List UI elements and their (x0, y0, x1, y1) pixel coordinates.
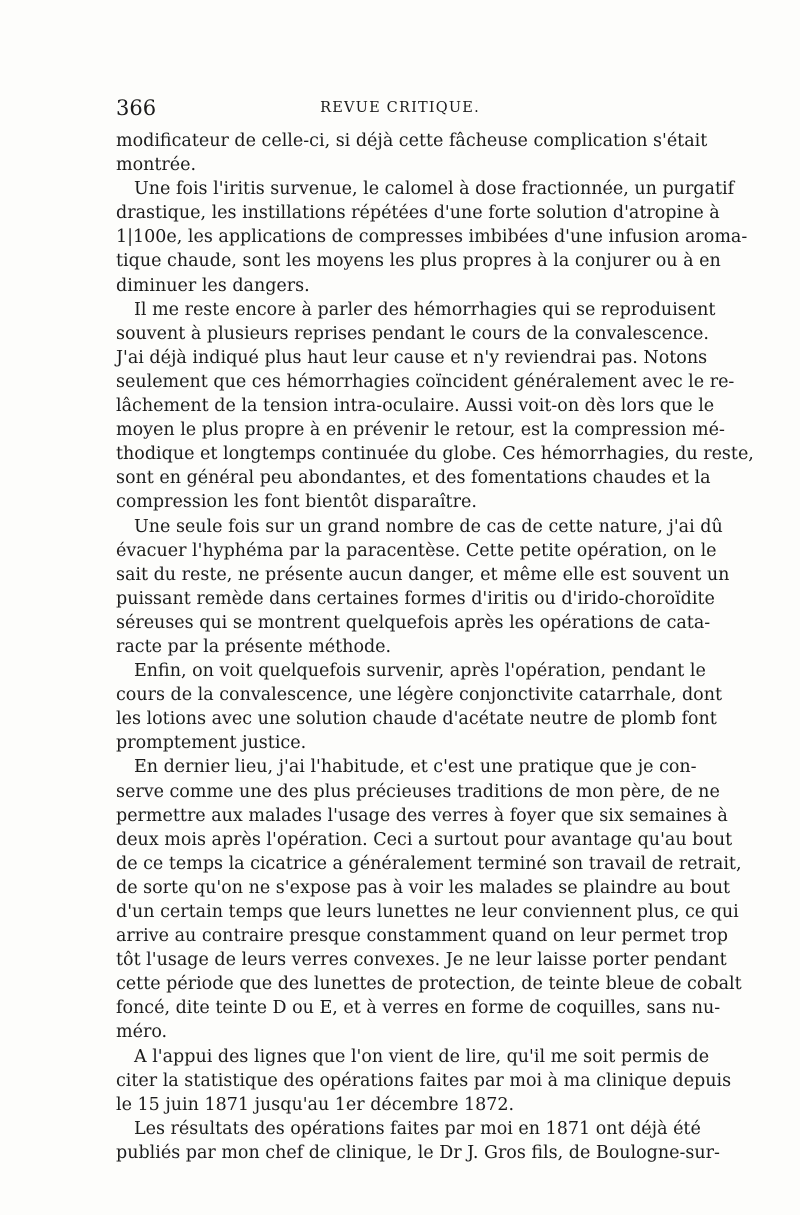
text-line: tique chaude, sont les moyens les plus propres à la conjurer ou à en (116, 251, 721, 272)
text-line: 1|100e, les applications de compresses imbibées d'une infusion aroma- (116, 227, 748, 248)
text-line: moyen le plus propre à en prévenir le retour, est la compression mé- (116, 420, 725, 441)
text-line: tôt l'usage de leurs verres convexes. Je ne leur laisse porter pendant (116, 950, 727, 971)
text-line: cette période que des lunettes de protection, de teinte bleue de cobalt (116, 974, 742, 995)
text-line: montrée. (116, 155, 197, 176)
text-line: souvent à plusieurs reprises pendant le cours de la convalescence. (116, 323, 709, 344)
text-line: séreuses qui se montrent quelquefois après les opérations de cata- (116, 612, 711, 633)
text-line: J'ai déjà indiqué plus haut leur cause et n'y reviendrai pas. Notons (116, 347, 708, 368)
text-line: lâchement de la tension intra-oculaire. Aussi voit-on dès lors que le (116, 396, 715, 417)
body-text (116, 129, 754, 1165)
text-line: Une seule fois sur un grand nombre de cas de cette nature, j'ai dû (134, 516, 723, 537)
text-line: évacuer l'hyphéma par la paracentèse. Cette petite opération, on le (116, 540, 717, 561)
text-line: modificateur de celle-ci, si déjà cette fâcheuse complication s'était (116, 131, 708, 151)
text-line: Les résultats des opérations faites par moi en 1871 ont déjà été (134, 1118, 701, 1139)
text-line: Il me reste encore à parler des hémorrhagies qui se reproduisent (134, 299, 716, 320)
text-line: sait du reste, ne présente aucun danger, et même elle est souvent un (116, 564, 730, 585)
page-header (116, 96, 684, 126)
text-line: compression les font bientôt disparaître. (116, 492, 477, 513)
running-title: REVUE CRITIQUE. (320, 100, 480, 116)
text-line: méro. (116, 1022, 168, 1043)
text-line: En dernier lieu, j'ai l'habitude, et c'est une pratique que je con- (134, 757, 697, 778)
text-line: les lotions avec une solution chaude d'acétate neutre de plomb font (116, 709, 717, 730)
text-line: serve comme une des plus précieuses traditions de mon père, de ne (116, 781, 720, 802)
text-line: d'un certain temps que leurs lunettes ne leur conviennent plus, ce qui (116, 902, 739, 922)
text-line: drastique, les instillations répétées d'une forte solution d'atropine à (116, 203, 720, 224)
text-line: de ce temps la cicatrice a généralement terminé son travail de retrait, (116, 853, 742, 874)
page-number: 366 (116, 96, 157, 120)
text-line: Enfin, on voit quelquefois survenir, après l'opération, pendant le (134, 661, 706, 682)
text-line: promptement justice. (116, 733, 307, 754)
text-line: A l'appui des lignes que l'on vient de lire, qu'il me soit permis de (134, 1046, 710, 1067)
text-line: racte par la présente méthode. (116, 636, 392, 657)
text-line: sont en général peu abondantes, et des fomentations chaudes et la (116, 468, 711, 489)
text-line: cours de la convalescence, une légère conjonctivite catarrhale, dont (116, 685, 723, 706)
text-line: le 15 juin 1871 jusqu'au 1er décembre 1872. (116, 1094, 515, 1115)
text-line: publiés par mon chef de clinique, le Dr J. Gros fils, de Boulogne-sur- (116, 1142, 720, 1163)
text-line: citer la statistique des opérations faites par moi à ma clinique depuis (116, 1070, 732, 1091)
text-line: permettre aux malades l'usage des verres à foyer que six semaines à (116, 805, 728, 826)
text-line: de sorte qu'on ne s'expose pas à voir les malades se plaindre au bout (116, 877, 731, 898)
text-line: puissant remède dans certaines formes d'iritis ou d'irido-choroïdite (116, 588, 715, 609)
text-line: seulement que ces hémorrhagies coïncident généralement avec le re- (116, 371, 735, 392)
text-line: diminuer les dangers. (116, 275, 310, 296)
text-line: arrive au contraire presque constamment quand on leur permet trop (116, 926, 728, 947)
text-line: deux mois après l'opération. Ceci a surtout pour avantage qu'au bout (116, 829, 733, 850)
text-line: thodique et longtemps continuée du globe. Ces hémorrhagies, du reste, (116, 444, 754, 465)
text-line: Une fois l'iritis survenue, le calomel à dose fractionnée, un purgatif (134, 179, 735, 200)
text-line: foncé, dite teinte D ou E, et à verres en forme de coquilles, sans nu- (116, 998, 721, 1019)
